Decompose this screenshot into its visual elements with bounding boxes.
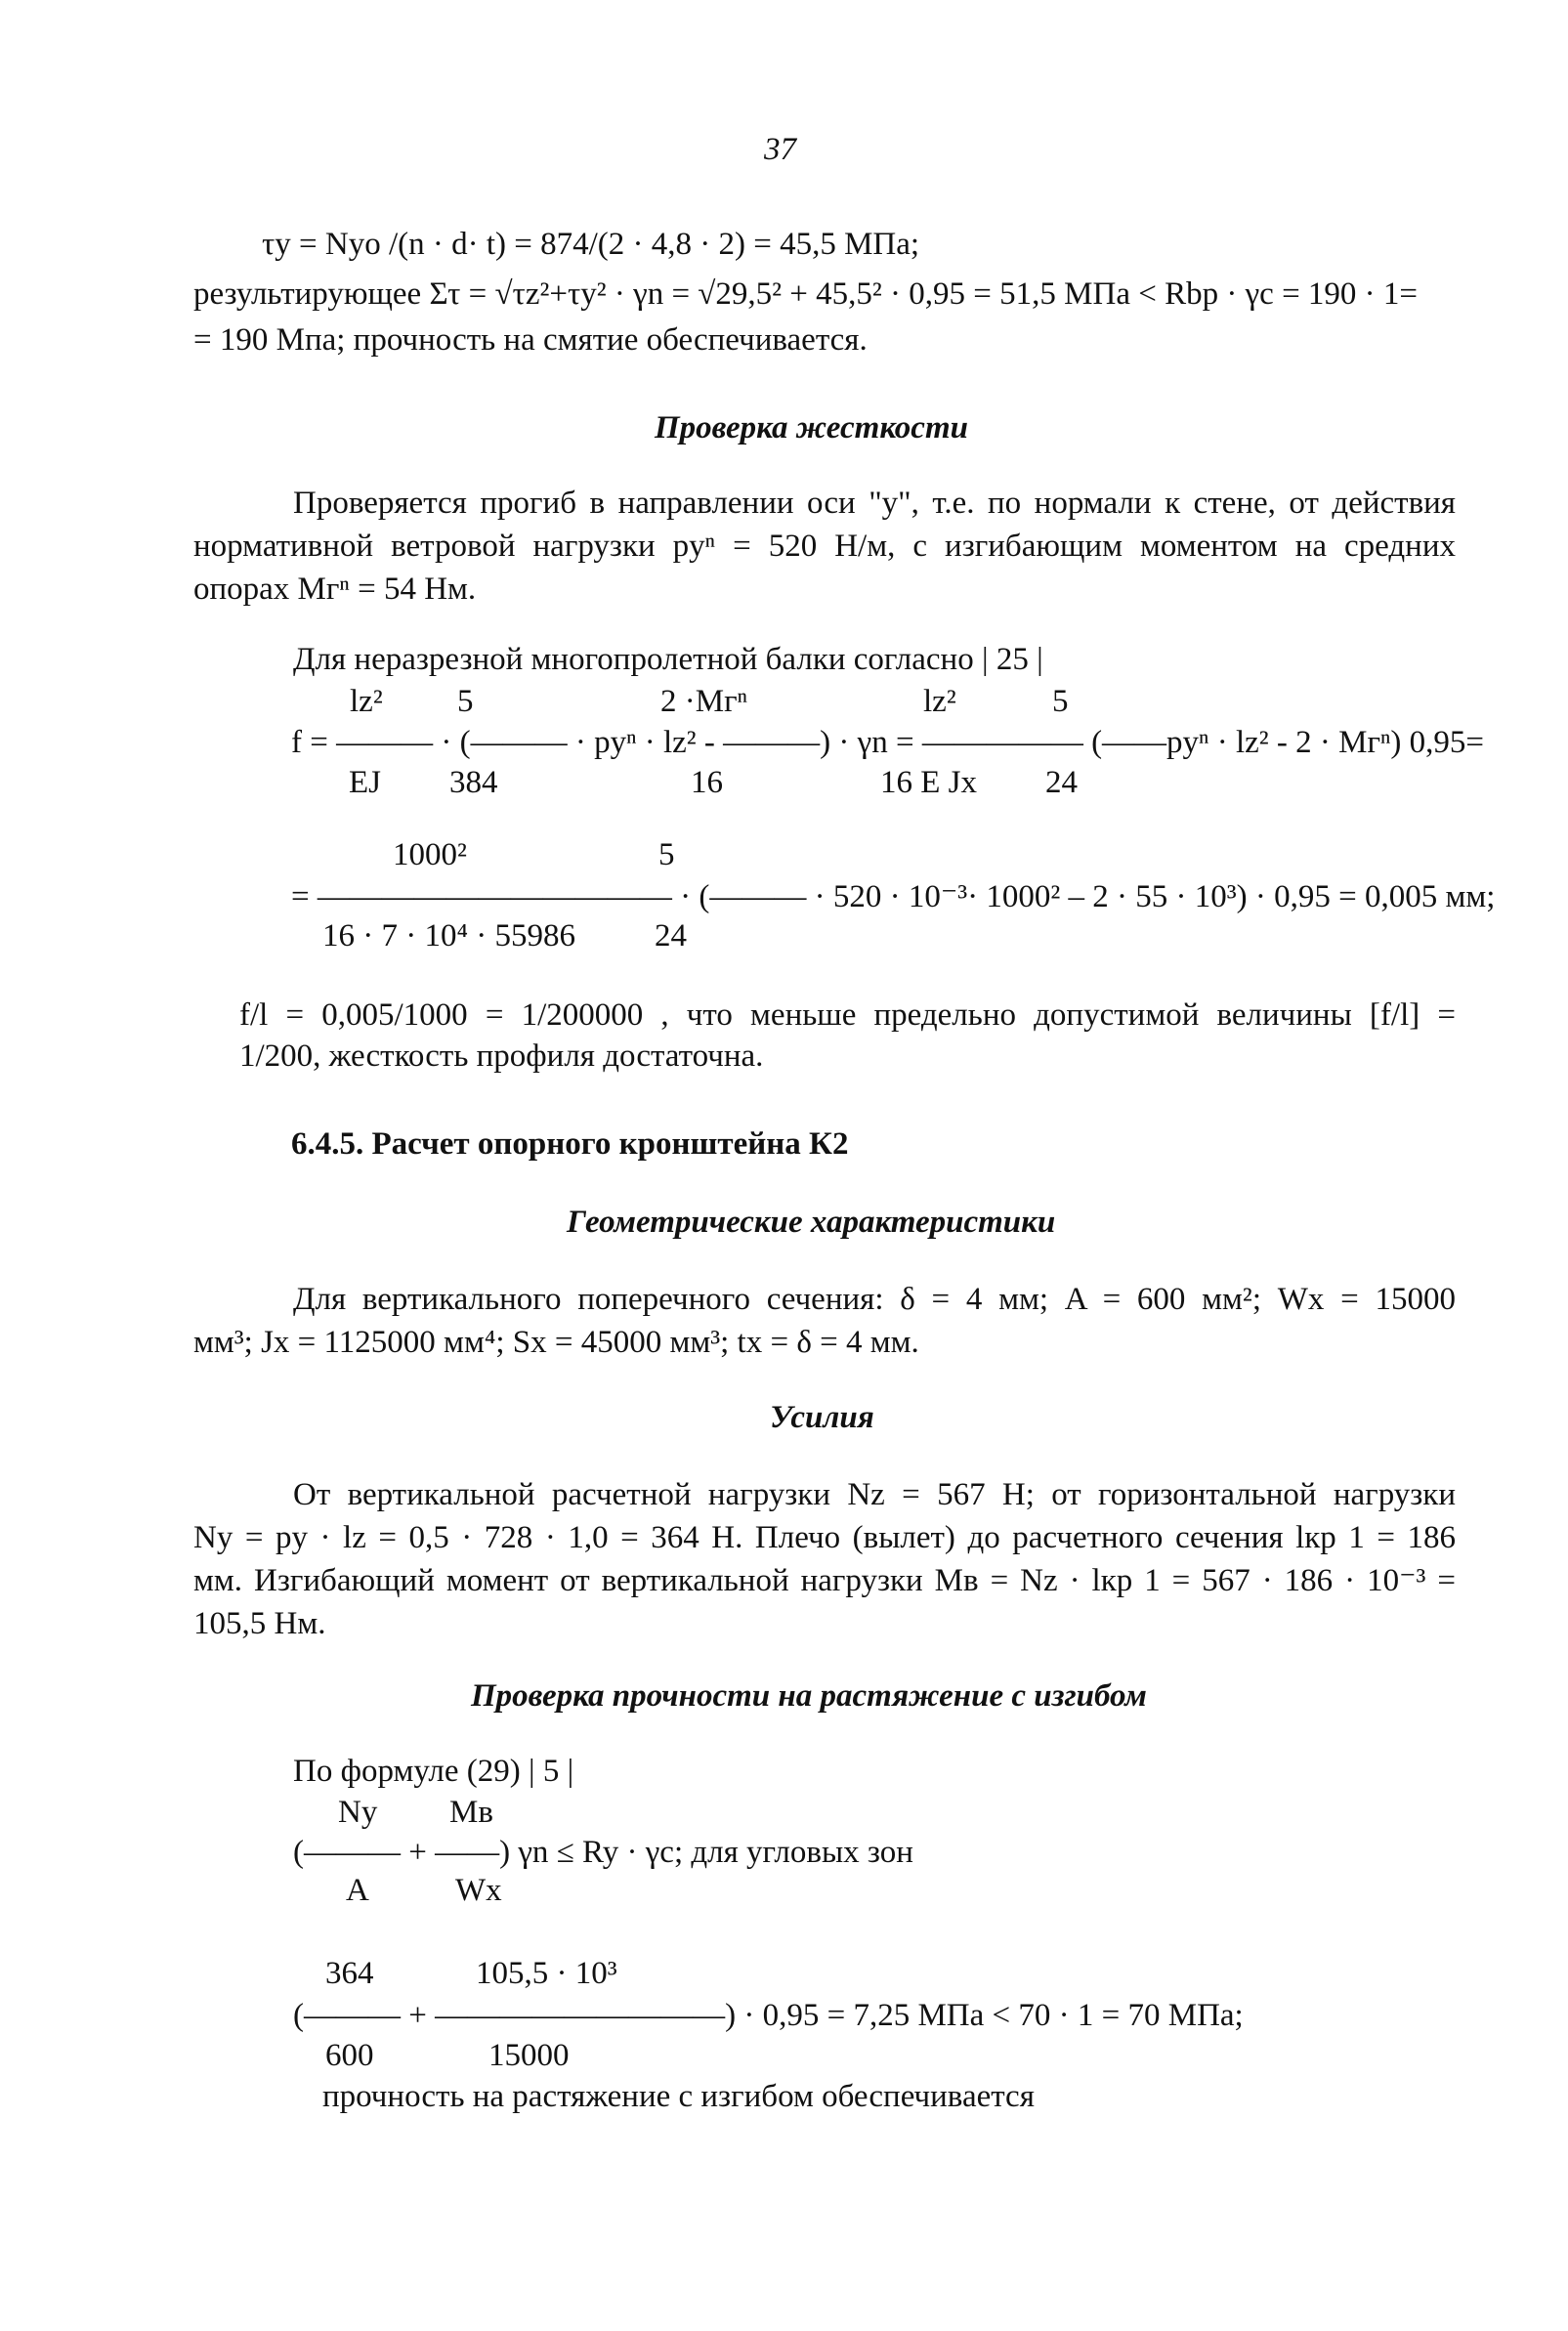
denominator: 24 [1045, 765, 1078, 800]
crush-strength-line: = 190 Мпа; прочность на смятие обеспечивается. [193, 322, 868, 358]
numerator: 105,5 · 10³ [476, 1956, 617, 1991]
geometry-line-2: мм³; Jx = 1125000 мм⁴; Sx = 45000 мм³; tx = δ = 4 мм. [193, 1325, 919, 1360]
forces-line-4: 105,5 Нм. [193, 1606, 326, 1641]
section-title: 6.4.5. Расчет опорного кронштейна К2 [291, 1126, 849, 1162]
geometry-line-1: Для вертикального поперечного сечения: δ = 4 мм; A = 600 мм²; Wx = 15000 [293, 1282, 1456, 1317]
tension-check-heading: Проверка прочности на растяжение с изгибом [471, 1678, 1147, 1714]
denominator: A [346, 1873, 369, 1908]
denominator: 600 [325, 2038, 374, 2073]
formula-main-line: (——— + —————————) · 0,95 = 7,25 МПа < 70 · 1 = 70 МПа; [293, 1998, 1244, 2033]
numerator: lz² [923, 684, 956, 719]
numerator: 2 ·Mгⁿ [660, 684, 748, 719]
stiffness-result-line-1: f/l = 0,005/1000 = 1/200000 , что меньше предельно допустимой величины [f/l] = [239, 997, 1456, 1033]
forces-line-2: Ny = py · lz = 0,5 · 728 · 1,0 = 364 Н. Плечо (вылет) до расчетного сечения lкр 1 = 186 [193, 1520, 1456, 1555]
numerator: 5 [457, 684, 474, 719]
stiffness-result-line-2: 1/200, жесткость профиля достаточна. [239, 1038, 764, 1074]
formula-reference: По формуле (29) | 5 | [293, 1754, 574, 1789]
forces-line-1: От вертикальной расчетной нагрузки Nz = 567 Н; от горизонтальной нагрузки [293, 1477, 1456, 1512]
denominator: Wx [455, 1873, 502, 1908]
denominator: 384 [449, 765, 498, 800]
numerator: lz² [350, 684, 383, 719]
denominator: 15000 [488, 2038, 570, 2073]
stiffness-paragraph-line-2: нормативной ветровой нагрузки pyⁿ = 520 Н/м, с изгибающим моментом на средних [193, 529, 1456, 564]
stiffness-heading: Проверка жесткости [655, 410, 968, 445]
formula-intro: Для неразрезной многопролетной балки согласно | 25 | [293, 642, 1043, 677]
formula-main-line: = ——————————— · (——— · 520 · 10⁻³· 1000² – 2 · 55 · 10³) · 0,95 = 0,005 мм; [291, 879, 1496, 914]
forces-heading: Усилия [770, 1400, 874, 1435]
formula-resultant: результирующее Στ = √τz²+τy² · γn = √29,5² + 45,5² · 0,95 = 51,5 МПа < Rbp · γc = 190 · 1= [193, 276, 1419, 312]
numerator: 364 [325, 1956, 374, 1991]
denominator: EJ [349, 765, 381, 800]
numerator: Ny [338, 1795, 378, 1830]
forces-line-3: мм. Изгибающий момент от вертикальной нагрузки Mв = Nz · lкр 1 = 567 · 186 · 10⁻³ = [193, 1563, 1456, 1598]
denominator: 16 · 7 · 10⁴ · 55986 [322, 918, 575, 954]
formula-main-line: (——— + ——) γn ≤ Ry · γc; для угловых зон [293, 1835, 913, 1870]
denominator: 24 [655, 918, 687, 954]
denominator: 16 [691, 765, 723, 800]
denominator: 16 E Jx [880, 765, 977, 800]
numerator: 5 [658, 837, 675, 872]
stiffness-paragraph-line-1: Проверяется прогиб в направлении оси "у", т.е. по нормали к стене, от действия [293, 486, 1456, 521]
numerator: Mв [449, 1795, 493, 1830]
tension-conclusion: прочность на растяжение с изгибом обеспечивается [322, 2079, 1035, 2114]
numerator: 5 [1052, 684, 1069, 719]
page-number: 37 [764, 132, 796, 167]
numerator: 1000² [393, 837, 467, 872]
geometry-heading: Геометрические характеристики [567, 1205, 1056, 1240]
formula-main-line: f = ——— · (——— · pyⁿ · lz² - ———) · γn = ————— (——pyⁿ · lz² - 2 · Mгⁿ) 0,95= [291, 725, 1484, 760]
stiffness-paragraph-line-3: опорах Mгⁿ = 54 Нм. [193, 572, 477, 607]
formula-tau-y: τy = Nyo /(n · d· t) = 874/(2 · 4,8 · 2) = 45,5 МПа; [262, 227, 920, 262]
